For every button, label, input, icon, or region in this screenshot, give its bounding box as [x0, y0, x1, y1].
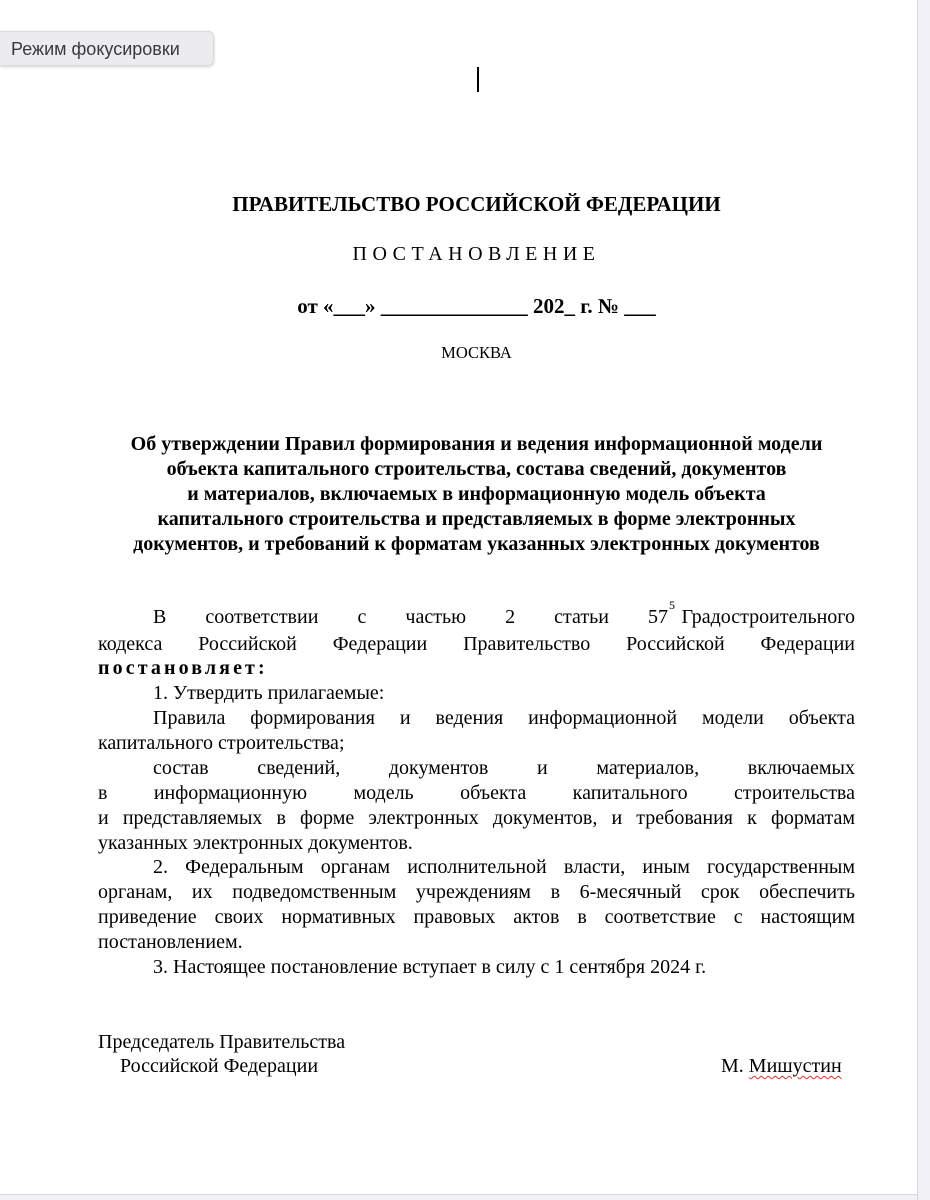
signatory-position: Российской Федерации	[120, 1055, 319, 1077]
preamble-line-2: кодекса Российской Федерации Правительство Российской Федерации	[98, 633, 855, 655]
rules-line: Правила формирования и ведения информационной модели объекта	[153, 707, 855, 729]
document-title-line: объекта капитального строительства, состава сведений, документов	[166, 458, 787, 480]
document-title-line: капитального строительства и представляемых в форме электронных	[157, 508, 796, 530]
item-2-line: органам, их подведомственным учреждениям в 6-месячный срок обеспечить	[98, 881, 855, 903]
page-gap-bottom	[0, 1194, 917, 1200]
rules-line: капитального строительства;	[98, 732, 345, 754]
composition-line: указанных электронных документов.	[98, 832, 413, 854]
resolves-word: постановляет:	[98, 657, 268, 679]
item-3-line: 3. Настоящее постановление вступает в силу с 1 сентября 2024 г.	[153, 956, 707, 978]
composition-line: и представляемых в форме электронных документов, и требования к форматам	[98, 807, 855, 829]
document-title-line: документов, и требований к форматам указанных электронных документов	[133, 533, 820, 555]
composition-line: в информационную модель объекта капитального строительства	[98, 782, 855, 804]
item-2-line: постановлением.	[98, 931, 243, 953]
item-2-line: приведение своих нормативных правовых актов в соответствие с настоящим	[98, 906, 855, 928]
document-title-line: и материалов, включаемых в информационную модель объекта	[187, 483, 766, 505]
government-heading: ПРАВИТЕЛЬСТВО РОССИЙСКОЙ ФЕДЕРАЦИИ	[232, 192, 721, 216]
signatory-position: Председатель Правительства	[98, 1031, 346, 1053]
date-number-line: от «___» ______________ 202_ г. № ___	[297, 294, 656, 318]
signatory-initial: М.	[721, 1055, 749, 1077]
article-superscript: 5	[669, 598, 675, 612]
city-line: МОСКВА	[441, 343, 512, 362]
decree-heading: ПОСТАНОВЛЕНИЕ	[352, 243, 601, 265]
preamble-text: В соответствии с частью 2 статьи 57	[153, 606, 668, 628]
composition-line: состав сведений, документов и материалов, включаемых	[153, 757, 855, 779]
item-2-line: 2. Федеральным органам исполнительной власти, иным государственным	[153, 856, 855, 878]
window-edge-right	[917, 0, 930, 1200]
signatory-surname: Мишустин	[748, 1055, 842, 1077]
focus-mode-indicator[interactable]: Режим фокусировки	[0, 31, 214, 66]
text-cursor	[477, 67, 479, 92]
document-title-line: Об утверждении Правил формирования и ведения информационной модели	[130, 433, 823, 455]
signatory-name	[721, 1054, 842, 1078]
item-1-line: 1. Утвердить прилагаемые:	[153, 682, 385, 704]
preamble-text-code: Градостроительного	[681, 606, 855, 628]
